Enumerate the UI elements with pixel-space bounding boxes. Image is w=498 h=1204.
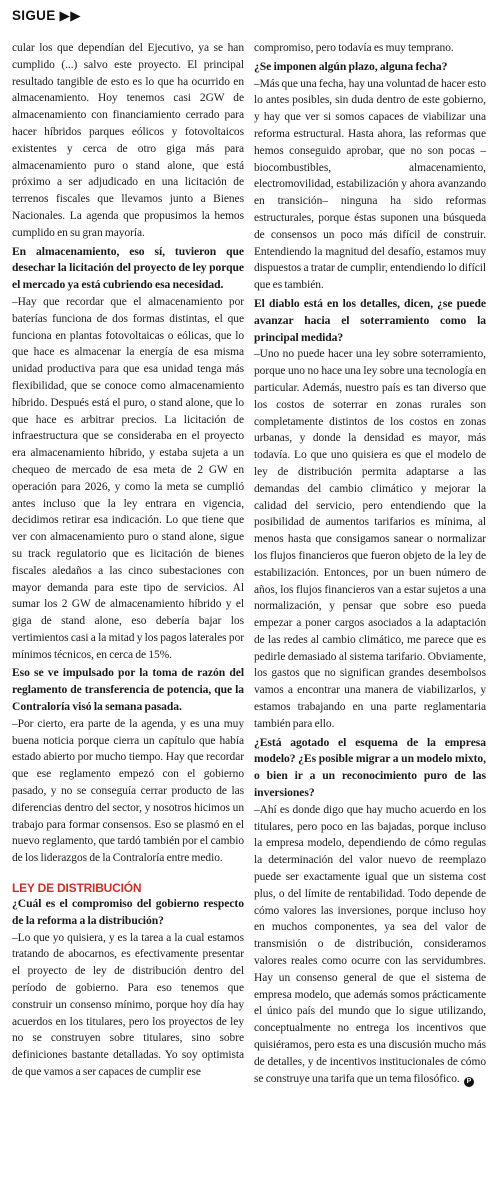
interview-question: En almacenamiento, eso sí, tuvieron que desechar la licitación del proyecto de ley porque el mercado ya está cubriendo esa necesidad.	[12, 244, 244, 292]
final-paragraph-text: –Ahí es donde digo que hay mucho acuerdo en los titulares, pero poco en las bajadas, porque incluso la empresa modelo, dependiendo de cómo regulas la determinación del valor nuevo de reemplazo puede ser exactamente igual que un sistema cost plus, o del límite de rentabilidad. Todo depende de cómo valores las inversiones, porque incluso hoy en muchos componentes, ya sea del valor de transmisión o de distribución, consideramos valores reales como ocurre con las servidumbres. Hay un consenso general de que el sistema de empresa modelo, que además somos prácticamente el único país del mundo que lo sigue utilizando, conceptualmente no entrega los incentivos que quisiéramos, pero esta es una discusión mucho más de detalles, y de incentivos institucionales de cómo se construye una tarifa que un tema filosófico.	[254, 803, 486, 1085]
section-heading: LEY DE DISTRIBUCIÓN	[12, 881, 142, 896]
paragraph: –Por cierto, era parte de la agenda, y es una muy buena noticia porque cierra un capítulo que había estado abierto por mucho tiempo. Hay que recordar que ese reglamento empezó con el gobierno pasado, y no se conseguía cerrar producto de las diferencias dentro del sector, y nosotros hicimos un trabajo para formar consensos. Eso se plasmó en el nuevo reglamento, que tardó también por el cambio de los liderazgos de la Contraloría entre medio.	[12, 717, 244, 865]
right-column	[254, 40, 486, 1087]
interview-question: ¿Cuál es el compromiso del gobierno respecto de la reforma a la distribución?	[12, 897, 244, 927]
paragraph	[254, 802, 486, 1088]
paragraph: –Uno no puede hacer una ley sobre soterramiento, porque uno no hace una ley sobre una tecnología en particular. Además, nuestro país es tan diverso que los costos de soterrar en zonas rurales son completamente distintos de los costos en zonas urbanas, y donde la densidad es mayor, más todavía. Lo que uno quisiera es que el modelo de ley de distribución permita adaptarse a las demandas del cambio climático y mejorar la calidad del servicio, pero entendiendo que la posibilidad de aumentos tarifarios es mínima, al menos hasta que consigamos sanear o normalizar los flujos financieros que fueron objeto de la ley de estabilización. Entonces, por un buen número de años, los flujos financieros van a estar sujetos a una normalización, y pensar que sobre eso pueda empezar a poner cargos asociados a la adaptación de las redes al cambio climático, me parece que es pedirle demasiado al sistema tarifario. Obviamente, los gastos que no significan grandes desembolsos vamos a encontrar una manera de viabilizarlos, y estamos trabajando en una parte reglamentaria también para ello.	[254, 348, 486, 730]
interview-question: ¿Se imponen algún plazo, alguna fecha?	[254, 59, 448, 73]
continue-label: SIGUE ▶▶	[12, 8, 81, 23]
interview-question: ¿Está agotado el esquema de la empresa modelo? ¿Es posible migrar a un modelo mixto, o bien ir a un reconocimiento puro de las inversiones?	[254, 735, 486, 800]
interview-question: El diablo está en los detalles, dicen, ¿se puede avanzar hacia el soterramiento como la principal medida?	[254, 296, 486, 344]
paragraph: –Hay que recordar que el almacenamiento por baterías funciona de dos formas distintas, el que funciona en plantas fotovoltaicas o eólicas, que lo que hace es almacenar la energía de esa misma unidad productiva para que esa unidad tenga más flexibilidad, que se conoce como almacenamiento híbrido. Después está el puro, o stand alone, que lo que hace es arbitrar precios. La licitación de infraestructura que se consideraba en el proyecto era almacenamiento híbrido, y estaba sujeta a un chequeo de mercado de esa meta de 2 GW en operación para 2026, y como la meta se cumplió antes incluso que la ley entrara en vigencia, decidimos retirar esa indicación. Lo que tiene que ver con almacenamiento puro o stand alone, sigue su track regulatorio que es licitación de bienes fiscales aledaños a las cinco subestaciones con mayor demanda para este tipo de servicios. Al sumar los 2 GW de almacenamiento híbrido y el giga de stand alone, eso debería bajar los vertimientos casi a la mitad y los pagos laterales por mínimos técnicos, en cerca de 15%.	[12, 295, 244, 661]
paragraph: –Lo que yo quisiera, y es la tarea a la cual estamos tratando de abocarnos, es efectivamente presentar el proyecto de ley de distribución dentro del período de gobierno. Para eso tenemos que construir un consenso mínimo, porque hoy día hay acuerdos en los titulares, pero los proyectos de ley no se construyen sobre titulares, sino sobre definiciones bastante detalladas. Yo soy optimista de que vamos a ser capaces de cumplir ese	[12, 931, 244, 1079]
end-of-article-icon: P	[464, 1077, 474, 1087]
paragraph: cular los que dependían del Ejecutivo, ya se han cumplido (...) salvo este proyecto. El principal resultado tangible de esto es lo que ha ocurrido en almacenamiento. Hoy tenemos casi 2GW de almacenamiento con financiamiento cerrado para hacer híbridos parques eólicos y fotovoltaicos existentes y cerca de otro giga más para almacenamiento puro o stand alone, que está próximo a ser adjudicado en una licitación de terrenos fiscales que llevamos junto a Bienes Nacionales. La agenda que propusimos la hemos cumplido en su gran mayoría.	[12, 42, 244, 239]
interview-question: Eso se ve impulsado por la toma de razón del reglamento de transferencia de potencia, que la Contraloría visó la semana pasada.	[12, 666, 244, 714]
paragraph: –Más que una fecha, hay una voluntad de hacer esto lo antes posibles, sin duda dentro de este gobierno, y hay que ver si somos capaces de viabilizar una reforma estructural. Hasta ahora, las reformas que hemos conseguido aprobar, que no son pocas –biocombustibles, almacenamiento, electromovilidad, estabilización y ahora avanzando en transición– ninguna ha sido reformas estructurales, porque éstas suponen una búsqueda de consensos un poco más difícil de construir. Entendiendo la magnitud del desafío, estamos muy dispuestos a tratar de cumplir, entendiendo lo difícil que es también.	[254, 77, 486, 292]
left-column	[12, 40, 244, 1081]
paragraph: compromiso, pero todavía es muy temprano.	[254, 42, 454, 54]
